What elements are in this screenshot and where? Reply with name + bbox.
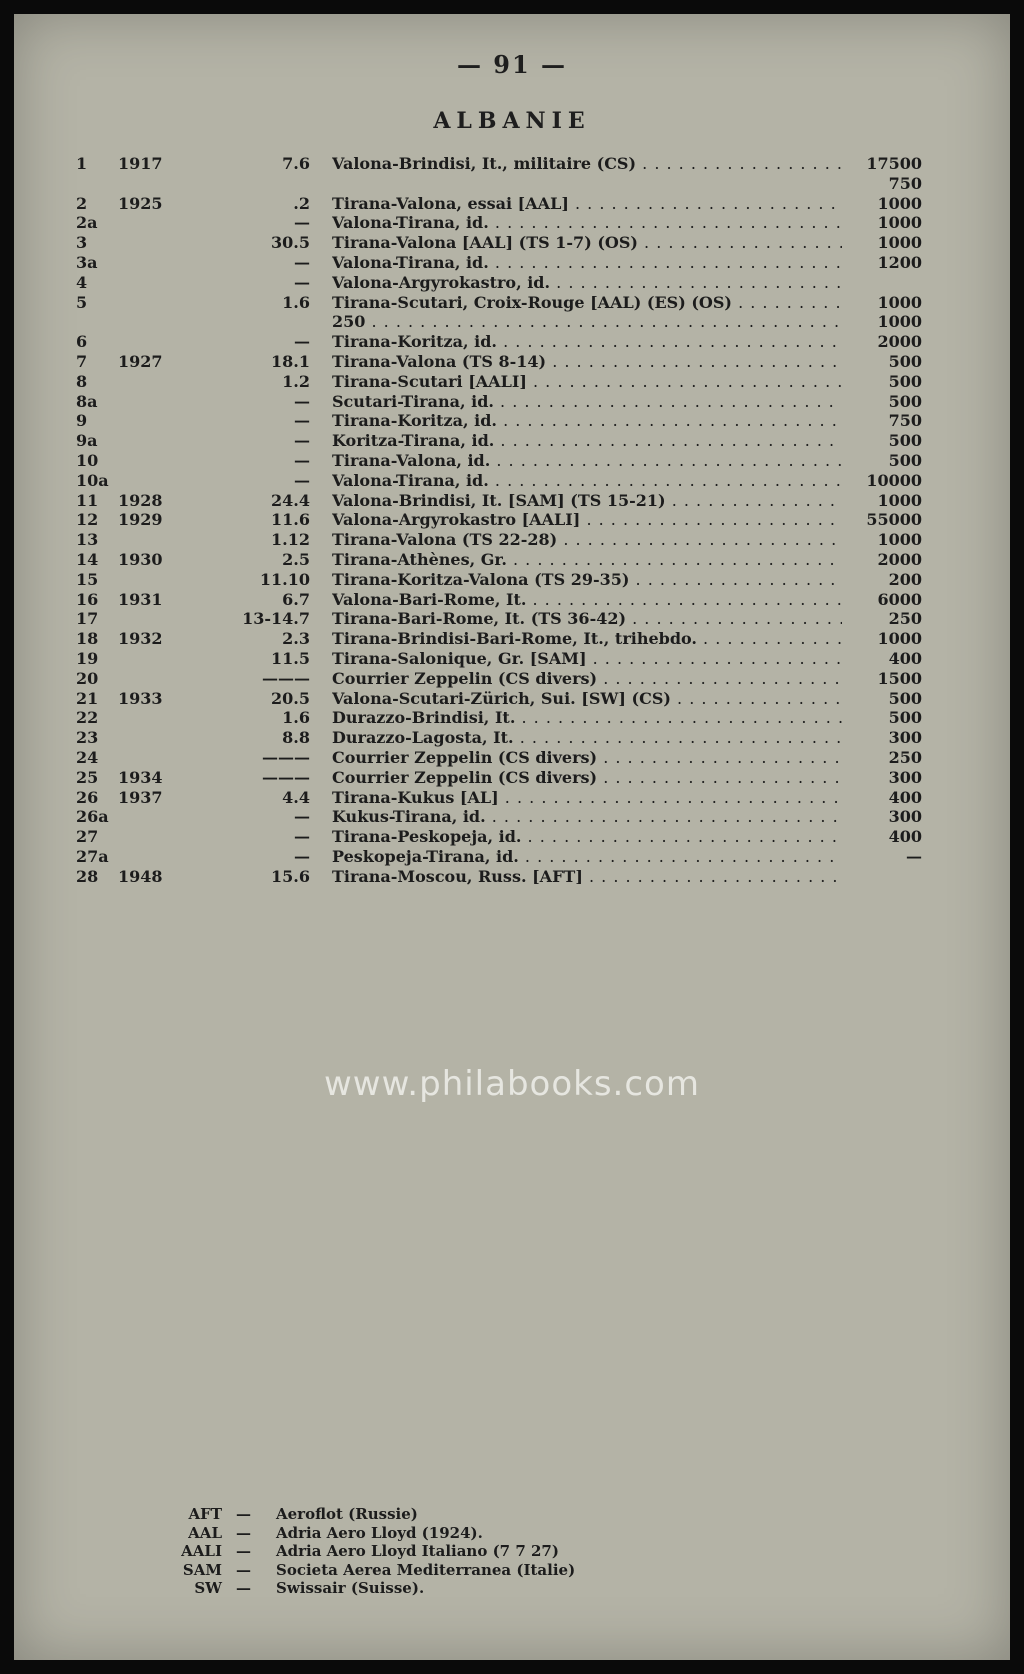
legend-row: [14, 1541, 1010, 1561]
entry-number: 8a: [76, 391, 98, 411]
entry-route: Tirana-Peskopeja, id. . . .: [332, 827, 842, 847]
legend-dash: —: [236, 1523, 251, 1542]
section-heading: ALBANIE: [433, 108, 591, 134]
entry-year: 1927: [118, 352, 163, 371]
catalog-row: [14, 491, 1010, 511]
entry-date: —: [294, 431, 310, 451]
entry-year: 1932: [118, 629, 163, 649]
entry-number: 18: [76, 629, 99, 649]
entry-number: 13: [76, 530, 99, 550]
catalog-row: [14, 392, 1010, 412]
entry-date: 2.5: [282, 550, 310, 569]
entry-date: 11.5: [271, 649, 310, 668]
entry-year: 1937: [118, 787, 163, 807]
entry-price: 500: [888, 391, 922, 411]
catalog-row: [14, 629, 1010, 649]
entry-date: —: [294, 847, 310, 866]
entry-number: 10a: [76, 470, 109, 490]
entry-number: 10: [76, 451, 99, 470]
entry-date: —: [294, 213, 310, 233]
entry-number: 4: [76, 272, 88, 292]
entry-price: 500: [888, 708, 922, 728]
catalog-row: [14, 312, 1010, 332]
entry-price: 1500: [877, 668, 922, 688]
entry-number: 2: [76, 193, 88, 213]
entry-route: Valona-Brindisi, It., militaire (CS) . . .: [332, 154, 842, 174]
entry-date: —: [294, 411, 310, 431]
catalog-row: [14, 768, 1010, 788]
entry-price: —: [906, 847, 922, 866]
entry-route: Courrier Zeppelin (CS divers) . . .: [332, 768, 842, 788]
catalog-row: [14, 273, 1010, 293]
entry-number: 1: [76, 154, 88, 173]
entry-year: 1930: [118, 550, 163, 569]
entry-number: 16: [76, 589, 99, 609]
entry-year: 1948: [118, 866, 163, 886]
entry-price: 500: [888, 352, 922, 371]
entry-number: 15: [76, 569, 99, 589]
entry-price: 300: [888, 807, 922, 827]
entry-price: 2000: [877, 550, 922, 569]
catalog-row: [14, 352, 1010, 372]
catalog-row: [14, 728, 1010, 748]
entry-route: Tirana-Valona (TS 22-28) . . .: [332, 530, 842, 550]
entry-price: 1000: [877, 213, 922, 233]
entry-number: 28: [76, 866, 99, 886]
catalog-row: [14, 411, 1010, 431]
entry-number: 9a: [76, 431, 98, 451]
entry-date: .2: [293, 193, 310, 213]
entry-number: 19: [76, 649, 99, 668]
entry-route: Peskopeja-Tirana, id. . . .: [332, 847, 842, 867]
catalog-row: [14, 649, 1010, 669]
catalog-row: [14, 451, 1010, 471]
entry-price: 750: [888, 411, 922, 431]
catalog-row: [14, 154, 1010, 174]
entry-date: 1.2: [282, 371, 310, 391]
entry-price: 300: [888, 728, 922, 748]
catalog-row: [14, 431, 1010, 451]
entry-date: 11.10: [259, 569, 310, 589]
entry-year: 1933: [118, 688, 163, 708]
legend-meaning: Adria Aero Lloyd (1924).: [276, 1523, 483, 1542]
catalog-row: [14, 827, 1010, 847]
entry-price: 55000: [866, 510, 922, 530]
entry-price: 750: [888, 173, 922, 193]
entry-number: 8: [76, 371, 88, 391]
catalog-row: [14, 867, 1010, 887]
entry-price: 250: [888, 609, 922, 629]
entry-price: 6000: [877, 589, 922, 609]
entry-date: 30.5: [271, 233, 310, 253]
entry-route: Tirana-Valona [AAL] (TS 1-7) (OS) . . .: [332, 233, 842, 253]
entry-date: 7.6: [282, 154, 310, 173]
legend-row: [14, 1578, 1010, 1598]
catalog-row: [14, 669, 1010, 689]
entry-price: 400: [888, 827, 922, 847]
entry-date: —: [294, 272, 310, 292]
entry-route: Durazzo-Lagosta, It. . . .: [332, 728, 842, 748]
entry-route: Tirana-Salonique, Gr. [SAM] . . .: [332, 649, 842, 669]
entry-price: 500: [888, 371, 922, 391]
entry-price: 500: [888, 688, 922, 708]
entry-route: Valona-Tirana, id. . . .: [332, 471, 842, 491]
entry-number: 27a: [76, 847, 109, 866]
entry-date: 2.3: [282, 629, 310, 649]
entry-route: Valona-Scutari-Zürich, Sui. [SW] (CS) . . .: [332, 689, 842, 709]
entry-date: 6.7: [282, 589, 310, 609]
entry-route: Tirana-Scutari [AALI] . . .: [332, 372, 842, 392]
catalog-row: [14, 174, 1010, 194]
catalog-row: [14, 213, 1010, 233]
entry-price: 10000: [866, 470, 922, 490]
catalog-row: [14, 194, 1010, 214]
entry-year: 1929: [118, 510, 163, 530]
entry-number: 24: [76, 748, 99, 767]
legend-dash: —: [236, 1505, 251, 1523]
entry-price: 2000: [877, 332, 922, 352]
catalog-row: [14, 471, 1010, 491]
entry-date: ———: [262, 767, 310, 787]
entry-number: 7: [76, 352, 88, 371]
entry-date: 11.6: [271, 510, 310, 530]
entry-route: Tirana-Kukus [AL] . . .: [332, 788, 842, 808]
entry-number: 5: [76, 292, 88, 312]
entry-price: 400: [888, 787, 922, 807]
entry-number: 3: [76, 233, 88, 253]
entry-route: Tirana-Bari-Rome, It. (TS 36-42) . . .: [332, 609, 842, 629]
legend-abbreviation: AAL: [188, 1523, 222, 1542]
catalog-row: [14, 372, 1010, 392]
entry-route: Tirana-Valona (TS 8-14) . . .: [332, 352, 842, 372]
entry-date: 15.6: [271, 866, 310, 886]
entry-route: Kukus-Tirana, id. . . .: [332, 807, 842, 827]
legend-row: [14, 1560, 1010, 1580]
legend-dash: —: [236, 1560, 251, 1579]
entry-date: —: [294, 827, 310, 847]
entry-price: 1200: [877, 253, 922, 272]
entry-route: Courrier Zeppelin (CS divers) . . .: [332, 748, 842, 768]
entry-route: Tirana-Koritza, id. . . .: [332, 411, 842, 431]
catalog-row: [14, 550, 1010, 570]
entry-date: 18.1: [271, 352, 310, 371]
entry-number: 12: [76, 510, 99, 530]
catalog-row: [14, 253, 1010, 273]
entry-route: Scutari-Tirana, id. . . .: [332, 392, 842, 412]
entry-route: Tirana-Scutari, Croix-Rouge [AAL) (ES) (OS) . . .: [332, 293, 842, 313]
entry-route: Tirana-Brindisi-Bari-Rome, It., trihebdo. . . .: [332, 629, 842, 649]
entry-price: 400: [888, 649, 922, 668]
entry-number: 14: [76, 550, 99, 569]
entry-route: 250 . . .: [332, 312, 842, 332]
entry-number: 11: [76, 490, 99, 510]
catalog-row: [14, 689, 1010, 709]
entry-number: 9: [76, 411, 88, 431]
legend-abbreviation: SW: [194, 1579, 222, 1597]
entry-route: Valona-Argyrokastro, id. . . .: [332, 273, 842, 293]
legend-row: [14, 1523, 1010, 1543]
book-page: [14, 14, 1010, 1660]
catalog-row: [14, 530, 1010, 550]
entry-route: Koritza-Tirana, id. . . .: [332, 431, 842, 451]
legend-dash: —: [236, 1579, 251, 1597]
entry-price: 1000: [877, 292, 922, 312]
legend-meaning: Societa Aerea Mediterranea (Italie): [276, 1560, 576, 1579]
entry-year: 1928: [118, 490, 163, 510]
entry-price: 1000: [877, 629, 922, 649]
entry-route: Tirana-Valona, id. . . .: [332, 451, 842, 471]
entry-number: 20: [76, 668, 99, 688]
entry-date: 4.4: [282, 787, 310, 807]
entry-date: 20.5: [271, 688, 310, 708]
entry-price: 1000: [877, 233, 922, 253]
entry-price: 300: [888, 767, 922, 787]
catalog-row: [14, 570, 1010, 590]
entry-year: 1917: [118, 154, 163, 173]
entry-date: —: [294, 332, 310, 352]
entry-date: 24.4: [271, 490, 310, 510]
catalog-row: [14, 788, 1010, 808]
entry-date: —: [294, 391, 310, 411]
entry-route: Valona-Argyrokastro [AALI] . . .: [332, 510, 842, 530]
entry-date: 1.6: [282, 708, 310, 728]
catalog-row: [14, 590, 1010, 610]
legend-row: [14, 1504, 1010, 1524]
legend-abbreviation: AFT: [188, 1505, 222, 1523]
entry-route: Valona-Brindisi, It. [SAM] (TS 15-21) . . .: [332, 491, 842, 511]
catalog-row: [14, 708, 1010, 728]
entry-number: 21: [76, 688, 99, 708]
entry-price: 1000: [877, 530, 922, 550]
entry-year: 1925: [118, 193, 163, 213]
page-number: — 91 —: [456, 50, 568, 79]
entry-price: 500: [888, 451, 922, 470]
entry-number: 3a: [76, 253, 98, 272]
legend-meaning: Aeroflot (Russie): [276, 1505, 418, 1523]
catalog-row: [14, 748, 1010, 768]
legend-meaning: Swissair (Suisse).: [276, 1579, 425, 1597]
entry-route: Tirana-Koritza-Valona (TS 29-35) . . .: [332, 570, 842, 590]
legend-abbreviation: SAM: [182, 1560, 222, 1579]
entry-route: Tirana-Koritza, id. . . .: [332, 332, 842, 352]
entry-date: —: [294, 451, 310, 470]
legend-meaning: Adria Aero Lloyd Italiano (7 7 27): [276, 1542, 559, 1560]
entry-number: 2a: [76, 213, 98, 233]
entry-number: 6: [76, 332, 88, 352]
entry-price: 200: [888, 569, 922, 589]
entry-number: 17: [76, 609, 99, 629]
entry-price: 1000: [877, 193, 922, 213]
entry-price: 250: [888, 748, 922, 767]
entry-date: 1.12: [271, 530, 310, 550]
catalog-row: [14, 847, 1010, 867]
entry-number: 27: [76, 827, 99, 847]
entry-date: —: [294, 807, 310, 827]
entry-route: Valona-Bari-Rome, It. . . .: [332, 590, 842, 610]
entry-route: Tirana-Moscou, Russ. [AFT] . . .: [332, 867, 842, 887]
entry-date: 13-14.7: [242, 609, 310, 629]
entry-route: Courrier Zeppelin (CS divers) . . .: [332, 669, 842, 689]
catalog-row: [14, 609, 1010, 629]
entry-route: Tirana-Valona, essai [AAL] . . .: [332, 194, 842, 214]
catalog-row: [14, 807, 1010, 827]
entry-date: —: [294, 253, 310, 272]
entry-price: 17500: [866, 154, 922, 173]
entry-route: Durazzo-Brindisi, It. . . .: [332, 708, 842, 728]
entry-date: 1.6: [282, 292, 310, 312]
entry-number: 26a: [76, 807, 109, 827]
entry-number: 22: [76, 708, 99, 728]
entry-number: 25: [76, 767, 99, 787]
entry-route: Tirana-Athènes, Gr. . . .: [332, 550, 842, 570]
entry-date: —: [294, 470, 310, 490]
catalog-row: [14, 332, 1010, 352]
legend-abbreviation: AALI: [181, 1542, 222, 1560]
watermark: www.philabooks.com: [324, 1064, 700, 1104]
entry-price: 1000: [877, 490, 922, 510]
catalog-row: [14, 510, 1010, 530]
entry-route: Valona-Tirana, id. . . .: [332, 213, 842, 233]
entry-route: Valona-Tirana, id. . . .: [332, 253, 842, 273]
entry-price: 500: [888, 431, 922, 451]
entry-number: 26: [76, 787, 99, 807]
entry-price: 1000: [877, 312, 922, 332]
entry-date: ———: [262, 668, 310, 688]
catalog-row: [14, 233, 1010, 253]
catalog-row: [14, 293, 1010, 313]
entry-year: 1931: [118, 589, 163, 609]
entry-number: 23: [76, 728, 99, 748]
entry-year: 1934: [118, 767, 163, 787]
entry-date: 8.8: [282, 728, 310, 748]
entry-date: ———: [262, 748, 310, 767]
legend-dash: —: [236, 1542, 251, 1560]
